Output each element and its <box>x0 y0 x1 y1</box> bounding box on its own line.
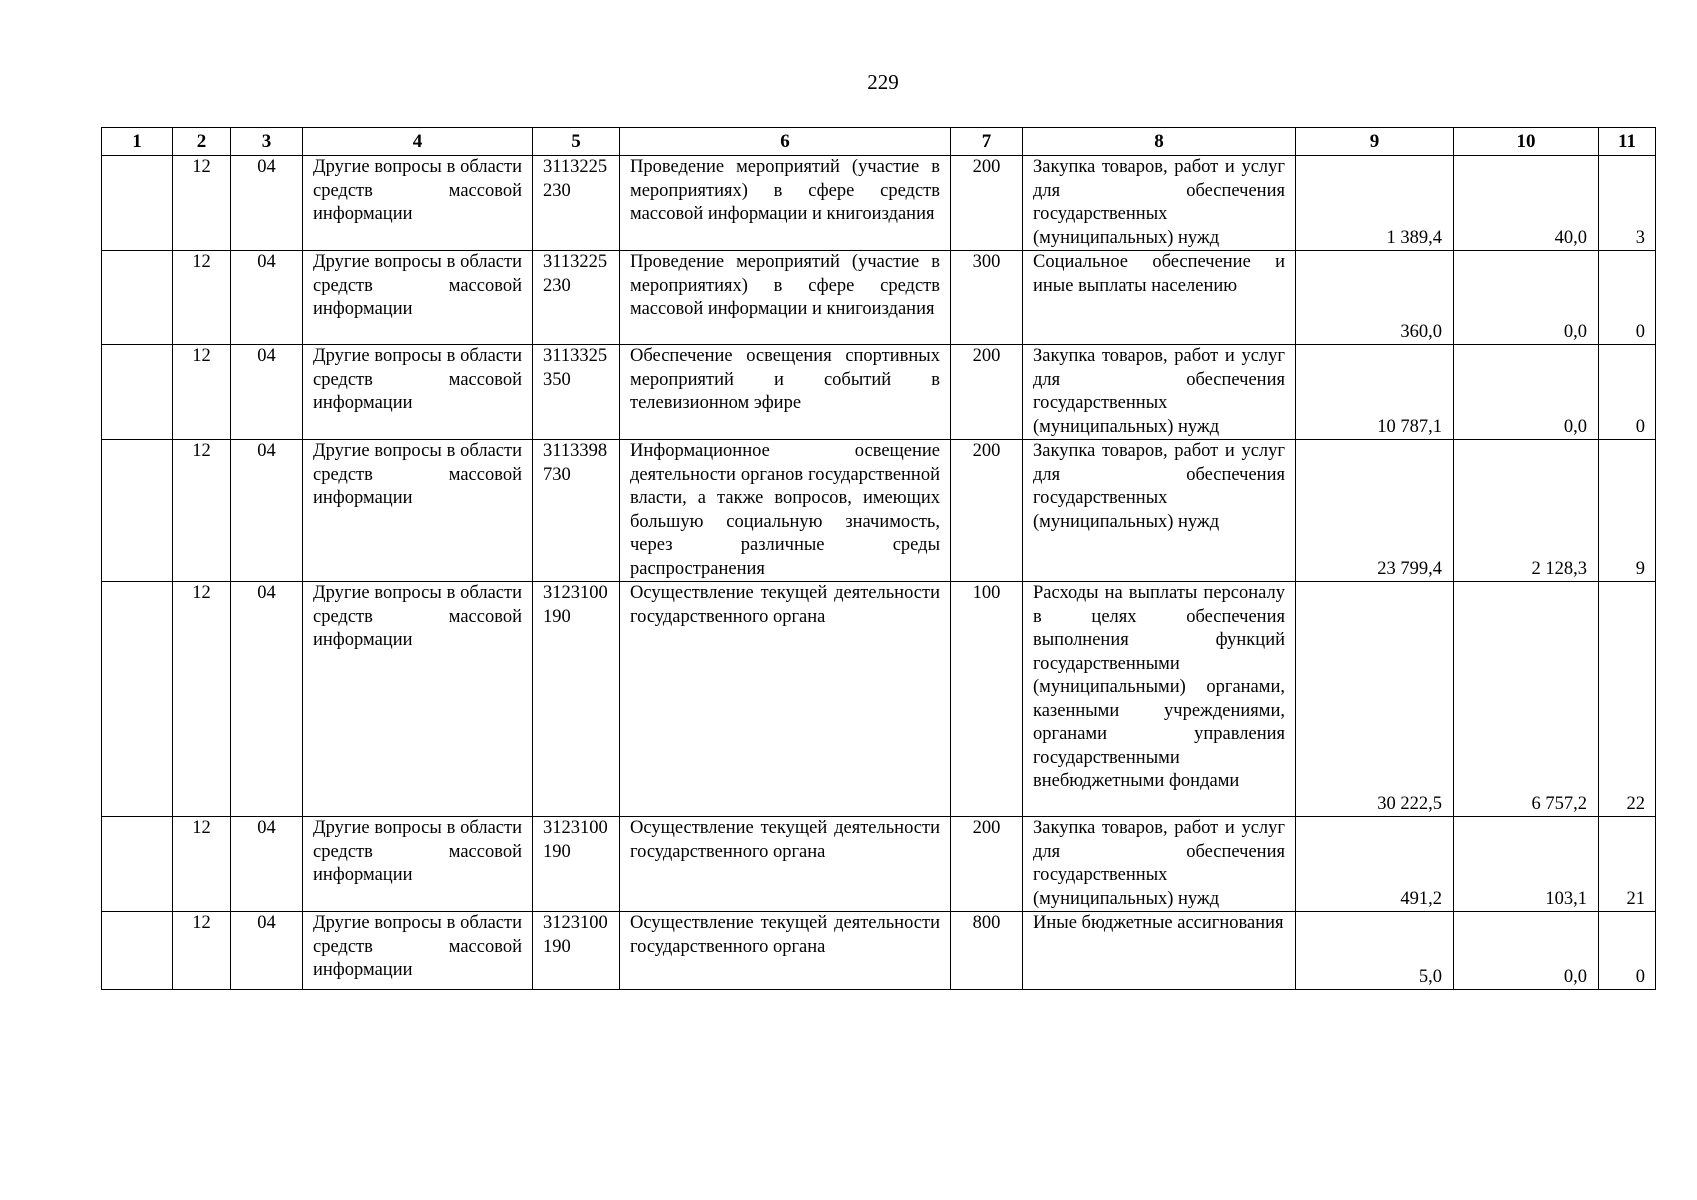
cell-col10: 2 128,3 <box>1454 440 1599 582</box>
page-number: 229 <box>867 70 899 94</box>
cell-subsection: 04 <box>231 817 303 912</box>
cell-col1 <box>102 817 173 912</box>
header-row <box>102 128 1656 156</box>
table-row <box>102 582 1656 817</box>
cell-target-code: 3113225230 <box>533 156 620 251</box>
col-header-10: 10 <box>1454 128 1599 156</box>
cell-expense-type-name: Закупка товаров, работ и услуг для обеспечения государственных (муниципальных) нужд <box>1023 156 1296 251</box>
cell-expense-type-code: 300 <box>951 251 1023 345</box>
cell-col1 <box>102 156 173 251</box>
cell-col11: 21 <box>1599 817 1656 912</box>
cell-col10: 40,0 <box>1454 156 1599 251</box>
cell-subsection-name: Другие вопросы в области средств массовой информации <box>303 345 533 440</box>
cell-target-name: Обеспечение освещения спортивных мероприятий и событий в телевизионном эфире <box>620 345 951 440</box>
cell-target-name: Проведение мероприятий (участие в мероприятиях) в сфере средств массовой информации и книгоиздания <box>620 156 951 251</box>
cell-col11: 0 <box>1599 251 1656 345</box>
col-header-1: 1 <box>102 128 173 156</box>
cell-target-name: Информационное освещение деятельности органов государственной власти, а также вопросов, имеющих большую социальную значимость, через различные среды распространения <box>620 440 951 582</box>
cell-col9: 5,0 <box>1296 912 1454 990</box>
cell-target-name: Проведение мероприятий (участие в мероприятиях) в сфере средств массовой информации и книгоиздания <box>620 251 951 345</box>
cell-subsection: 04 <box>231 251 303 345</box>
cell-expense-type-name: Расходы на выплаты персоналу в целях обеспечения выполнения функций государственными (муниципальными) органами, казенными учреждениями, органами управления государственными внебюджетными фондами <box>1023 582 1296 817</box>
cell-col1 <box>102 440 173 582</box>
cell-col10: 0,0 <box>1454 912 1599 990</box>
cell-subsection: 04 <box>231 156 303 251</box>
table-row <box>102 345 1656 440</box>
table-row <box>102 156 1656 251</box>
cell-subsection-name: Другие вопросы в области средств массовой информации <box>303 440 533 582</box>
cell-target-code: 3123100190 <box>533 582 620 817</box>
col-header-5: 5 <box>533 128 620 156</box>
cell-subsection-name: Другие вопросы в области средств массовой информации <box>303 582 533 817</box>
cell-target-code: 3113398730 <box>533 440 620 582</box>
cell-col1 <box>102 582 173 817</box>
cell-expense-type-code: 200 <box>951 817 1023 912</box>
cell-col9: 23 799,4 <box>1296 440 1454 582</box>
cell-section: 12 <box>173 817 231 912</box>
cell-col1 <box>102 912 173 990</box>
cell-subsection-name: Другие вопросы в области средств массовой информации <box>303 251 533 345</box>
cell-expense-type-code: 200 <box>951 440 1023 582</box>
cell-section: 12 <box>173 582 231 817</box>
col-header-6: 6 <box>620 128 951 156</box>
col-header-4: 4 <box>303 128 533 156</box>
cell-expense-type-name: Социальное обеспечение и иные выплаты населению <box>1023 251 1296 345</box>
cell-expense-type-code: 800 <box>951 912 1023 990</box>
cell-col1 <box>102 251 173 345</box>
cell-target-code: 3123100190 <box>533 817 620 912</box>
cell-col11: 3 <box>1599 156 1656 251</box>
cell-expense-type-name: Иные бюджетные ассигнования <box>1023 912 1296 990</box>
cell-expense-type-code: 100 <box>951 582 1023 817</box>
cell-col1 <box>102 345 173 440</box>
cell-expense-type-code: 200 <box>951 156 1023 251</box>
cell-target-code: 3123100190 <box>533 912 620 990</box>
table-row <box>102 912 1656 990</box>
table-row <box>102 817 1656 912</box>
col-header-8: 8 <box>1023 128 1296 156</box>
cell-subsection: 04 <box>231 440 303 582</box>
cell-col11: 22 <box>1599 582 1656 817</box>
cell-subsection: 04 <box>231 582 303 817</box>
cell-col10: 0,0 <box>1454 251 1599 345</box>
table-row <box>102 251 1656 345</box>
cell-expense-type-name: Закупка товаров, работ и услуг для обеспечения государственных (муниципальных) нужд <box>1023 440 1296 582</box>
cell-target-code: 3113225230 <box>533 251 620 345</box>
cell-expense-type-name: Закупка товаров, работ и услуг для обеспечения государственных (муниципальных) нужд <box>1023 817 1296 912</box>
cell-subsection-name: Другие вопросы в области средств массовой информации <box>303 817 533 912</box>
cell-subsection-name: Другие вопросы в области средств массовой информации <box>303 912 533 990</box>
col-header-11: 11 <box>1599 128 1656 156</box>
cell-col10: 0,0 <box>1454 345 1599 440</box>
cell-col9: 1 389,4 <box>1296 156 1454 251</box>
cell-expense-type-name: Закупка товаров, работ и услуг для обеспечения государственных (муниципальных) нужд <box>1023 345 1296 440</box>
cell-section: 12 <box>173 440 231 582</box>
cell-target-name: Осуществление текущей деятельности государственного органа <box>620 817 951 912</box>
table-row <box>102 440 1656 582</box>
cell-col11: 0 <box>1599 345 1656 440</box>
cell-section: 12 <box>173 251 231 345</box>
cell-target-name: Осуществление текущей деятельности государственного органа <box>620 912 951 990</box>
cell-col9: 491,2 <box>1296 817 1454 912</box>
cell-target-code: 3113325350 <box>533 345 620 440</box>
cell-col9: 30 222,5 <box>1296 582 1454 817</box>
cell-target-name: Осуществление текущей деятельности государственного органа <box>620 582 951 817</box>
cell-col10: 6 757,2 <box>1454 582 1599 817</box>
col-header-2: 2 <box>173 128 231 156</box>
budget-table <box>101 127 1656 990</box>
cell-section: 12 <box>173 345 231 440</box>
cell-subsection: 04 <box>231 345 303 440</box>
cell-section: 12 <box>173 156 231 251</box>
col-header-7: 7 <box>951 128 1023 156</box>
cell-section: 12 <box>173 912 231 990</box>
cell-expense-type-code: 200 <box>951 345 1023 440</box>
col-header-9: 9 <box>1296 128 1454 156</box>
col-header-3: 3 <box>231 128 303 156</box>
cell-subsection: 04 <box>231 912 303 990</box>
cell-col11: 9 <box>1599 440 1656 582</box>
cell-col11: 0 <box>1599 912 1656 990</box>
cell-col9: 360,0 <box>1296 251 1454 345</box>
cell-subsection-name: Другие вопросы в области средств массовой информации <box>303 156 533 251</box>
cell-col10: 103,1 <box>1454 817 1599 912</box>
cell-col9: 10 787,1 <box>1296 345 1454 440</box>
